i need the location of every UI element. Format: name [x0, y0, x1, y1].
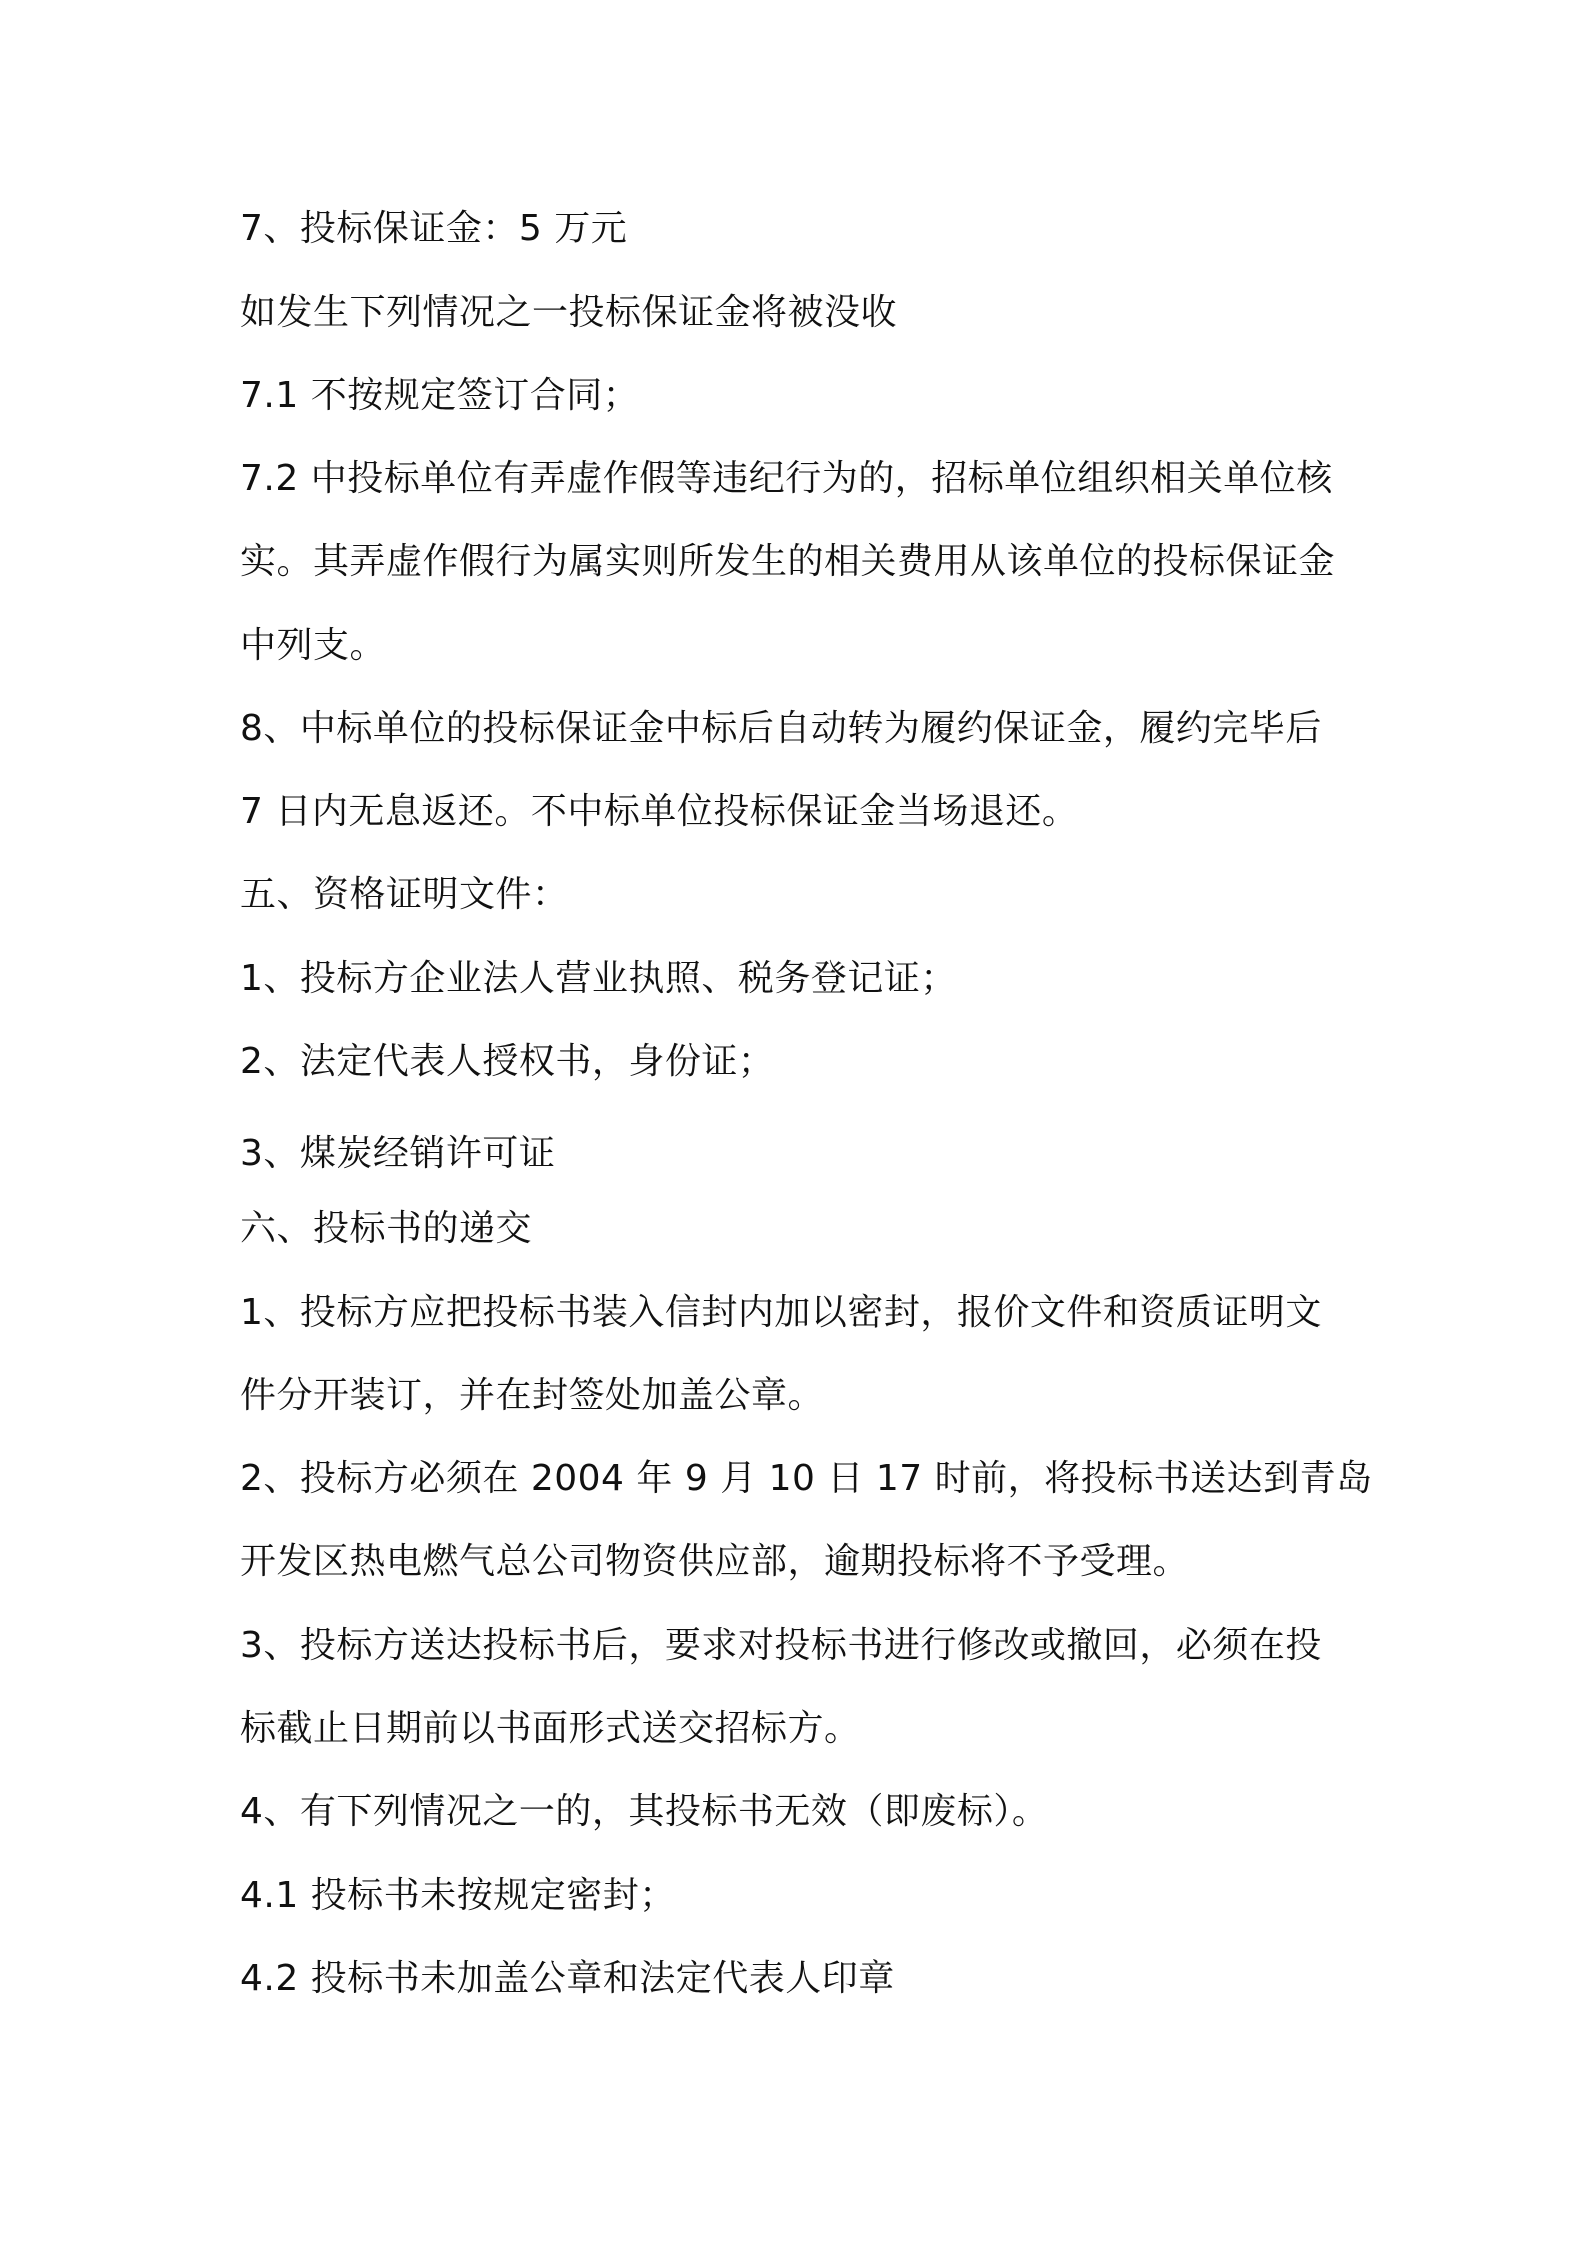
- section-heading: 六、投标书的递交: [240, 1208, 533, 1249]
- text-line: 中列支。: [240, 625, 387, 666]
- text-line: 开发区热电燃气总公司物资供应部，逾期投标将不予受理。: [240, 1541, 1190, 1582]
- text-line: 7.1 不按规定签订合同；: [240, 375, 640, 416]
- text-line: 7 日内无息返还。不中标单位投标保证金当场退还。: [240, 791, 1079, 832]
- text-line: 标截止日期前以书面形式送交招标方。: [240, 1708, 861, 1749]
- text-line: 1、投标方企业法人营业执照、税务登记证；: [240, 958, 957, 999]
- text-line: 4.2 投标书未加盖公章和法定代表人印章: [240, 1958, 895, 1999]
- text-line: 实。其弄虚作假行为属实则所发生的相关费用从该单位的投标保证金: [240, 541, 1336, 582]
- text-line: 7.2 中投标单位有弄虚作假等违纪行为的，招标单位组织相关单位核: [240, 458, 1333, 499]
- text-line: 8、中标单位的投标保证金中标后自动转为履约保证金，履约完毕后: [240, 708, 1322, 749]
- text-line: 件分开装订，并在封签处加盖公章。: [240, 1375, 825, 1416]
- text-line: 4、有下列情况之一的，其投标书无效（即废标）。: [240, 1791, 1049, 1832]
- text-line: 3、煤炭经销许可证: [240, 1133, 556, 1174]
- text-line: 2、法定代表人授权书，身份证；: [240, 1041, 775, 1082]
- section-heading: 五、资格证明文件：: [240, 874, 569, 915]
- text-line: 4.1 投标书未按规定密封；: [240, 1875, 676, 1916]
- text-line: 2、投标方必须在 2004 年 9 月 10 日 17 时前，将投标书送达到青岛: [240, 1458, 1373, 1499]
- text-line: 如发生下列情况之一投标保证金将被没收: [240, 292, 898, 333]
- text-line: 1、投标方应把投标书装入信封内加以密封，报价文件和资质证明文: [240, 1292, 1322, 1333]
- text-line: 3、投标方送达投标书后，要求对投标书进行修改或撤回，必须在投: [240, 1625, 1322, 1666]
- text-line: 7、投标保证金：5 万元: [240, 208, 628, 249]
